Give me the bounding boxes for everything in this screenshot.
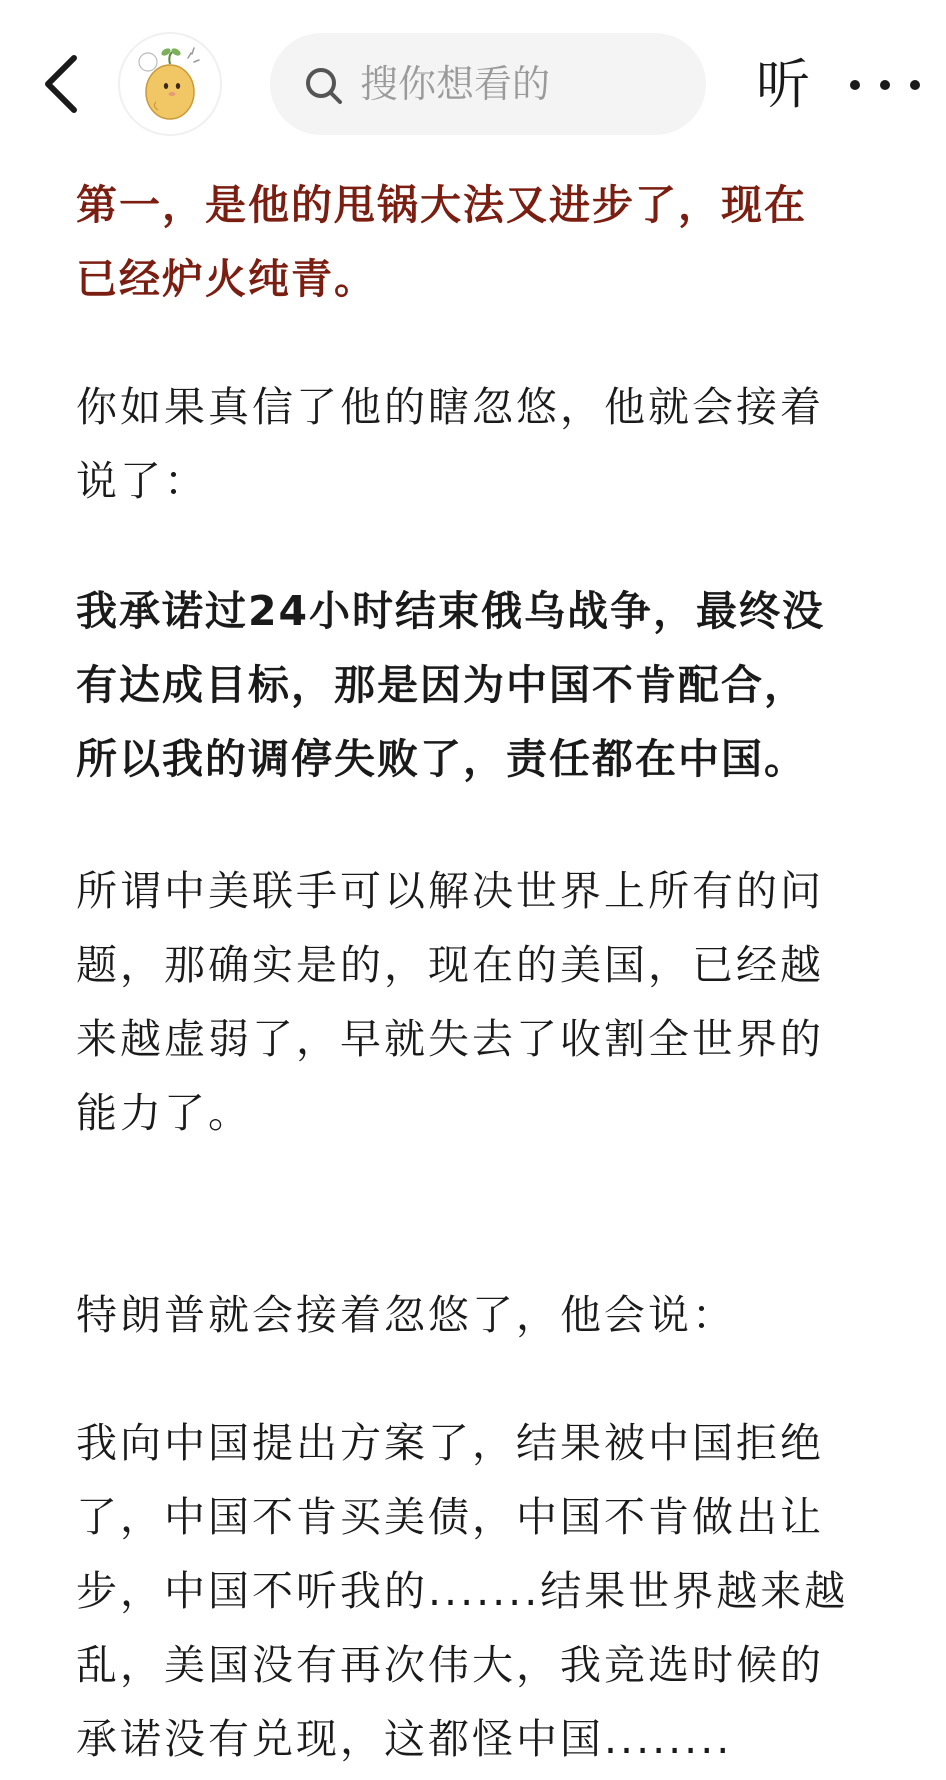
search-icon [304,65,344,107]
search-placeholder: 搜你想看的 [360,62,551,106]
more-button[interactable] [846,60,924,110]
article-paragraph: 你如果真信了他的瞎忽悠，他就会接着 说了： [76,383,824,505]
article-paragraph: 所谓中美联手可以解决世界上所有的问 题，那确实是的，现在的美国，已经越 来越虚弱了，早就失去了收割全世界的 能力了。 [76,867,824,1137]
top-navigation-bar [0,0,946,170]
potato-mascot-icon [120,34,220,134]
listen-button[interactable]: 听 [756,53,810,116]
article-paragraph: 特朗普就会接着忽悠了，他会说： [76,1291,736,1339]
article-paragraph: 我向中国提出方案了，结果被中国拒绝 了，中国不肯买美债，中国不肯做出让 步，中国不听我的.......结果世界越来越 乱，美国没有再次伟大，我竞选时候的 承诺没有兑现，这都怪中国........ [76,1419,849,1763]
article-paragraph-bold: 我承诺过24小时结束俄乌战争，最终没 有达成目标，那是因为中国不肯配合， 所以我的调停失败了，责任都在中国。 [76,587,826,783]
back-button[interactable] [38,52,88,116]
search-input[interactable] [270,33,706,135]
chevron-left-icon [38,52,88,116]
avatar[interactable] [118,32,222,136]
more-dots-icon [846,60,924,110]
article-paragraph-highlight: 第一，是他的甩锅大法又进步了，现在 已经炉火纯青。 [76,181,807,303]
article-body [76,168,876,1776]
